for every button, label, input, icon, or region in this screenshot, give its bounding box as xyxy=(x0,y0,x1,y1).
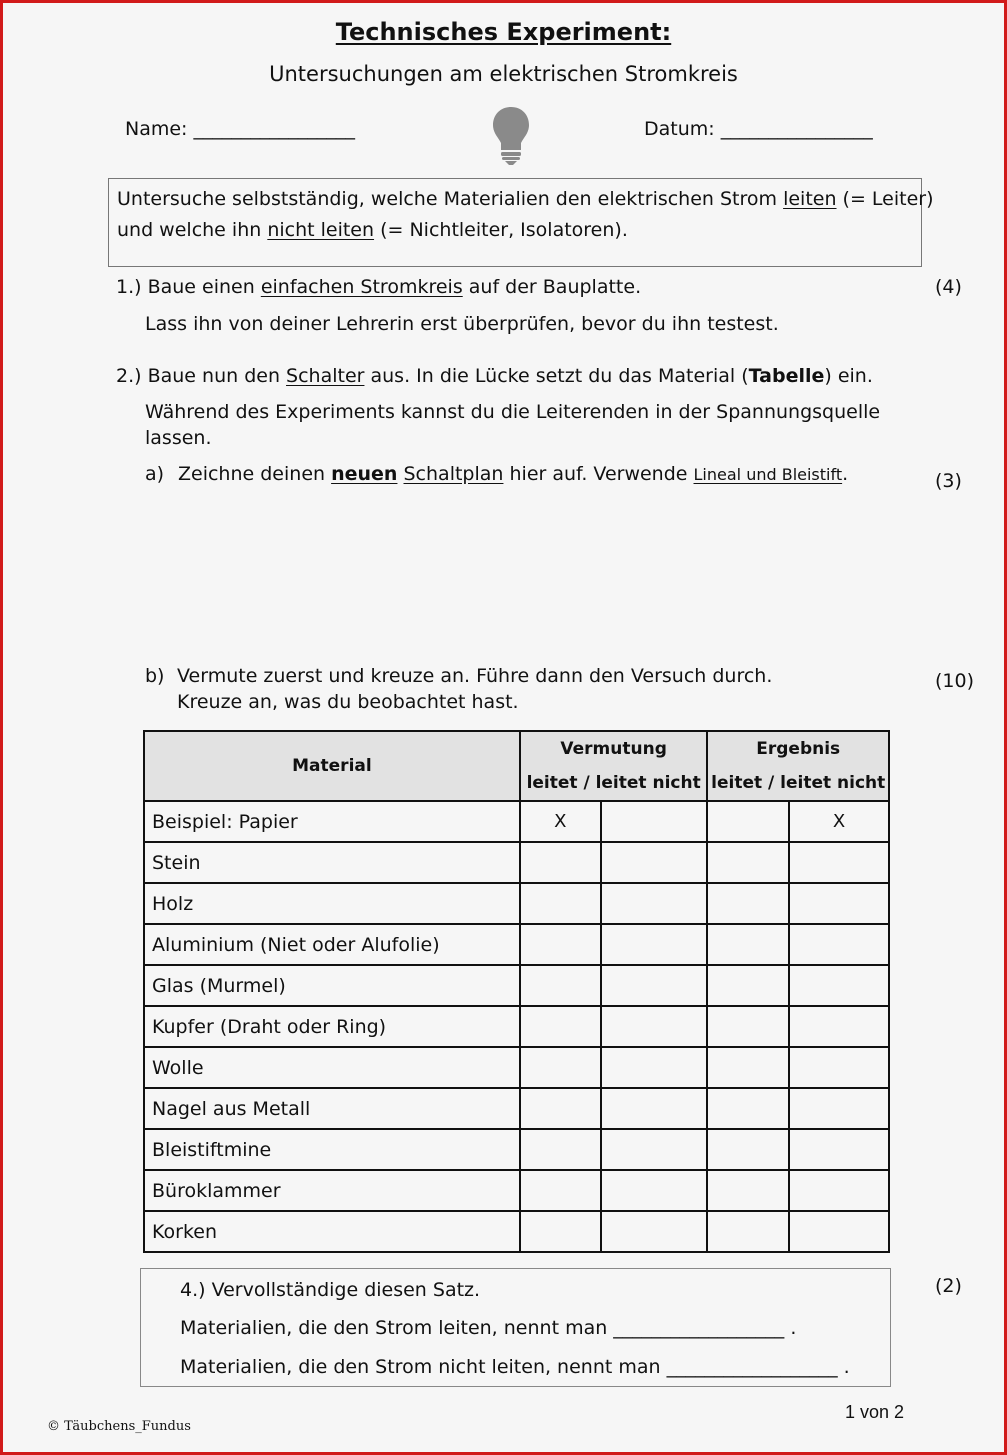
vermutung-leitet-cell[interactable]: X xyxy=(520,801,601,842)
ergebnis-leitet-nicht-cell[interactable] xyxy=(789,1129,889,1170)
task2-instruction-1: Während des Experiments kannst du die Leiterenden in der Spannungsquelle xyxy=(145,401,881,423)
ergebnis-leitet-cell[interactable] xyxy=(707,1129,789,1170)
vermutung-leitet-nicht-cell[interactable] xyxy=(601,1211,708,1252)
table-row xyxy=(144,801,889,842)
intro-line-1: Untersuche selbstständig, welche Materialien den elektrischen Strom leiten (= Leiter) xyxy=(117,188,934,210)
ergebnis-leitet-cell[interactable] xyxy=(707,842,789,883)
table-row xyxy=(144,1170,889,1211)
task4-heading: 4.) Vervollständige diesen Satz. xyxy=(180,1279,481,1301)
ergebnis-leitet-cell[interactable] xyxy=(707,1047,789,1088)
material-cell: Stein xyxy=(144,842,520,883)
vermutung-leitet-cell[interactable] xyxy=(520,965,601,1006)
table-row xyxy=(144,924,889,965)
intro-line-2: und welche ihn nicht leiten (= Nichtleiter, Isolatoren). xyxy=(117,219,628,241)
vermutung-leitet-nicht-cell[interactable] xyxy=(601,801,708,842)
material-table xyxy=(143,730,890,1253)
header-vermutung: Vermutung xyxy=(520,731,708,766)
task2-instruction-2: lassen. xyxy=(145,427,212,449)
material-cell: Bleistiftmine xyxy=(144,1129,520,1170)
task1-instruction: Lass ihn von deiner Lehrerin erst überprüfen, bevor du ihn testest. xyxy=(145,313,779,335)
table-row xyxy=(144,1047,889,1088)
ergebnis-leitet-nicht-cell[interactable] xyxy=(789,842,889,883)
vermutung-leitet-nicht-cell[interactable] xyxy=(601,1006,708,1047)
header-ergebnis-sub: leitet / leitet nicht xyxy=(707,766,889,801)
ergebnis-leitet-cell[interactable] xyxy=(707,1006,789,1047)
task2b-points: (10) xyxy=(935,670,975,692)
header-ergebnis: Ergebnis xyxy=(707,731,889,766)
task2b-text-1: Vermute zuerst und kreuze an. Führe dann den Versuch durch. xyxy=(177,665,773,687)
vermutung-leitet-cell[interactable] xyxy=(520,1170,601,1211)
task4-sentence-2[interactable]: Materialien, die den Strom nicht leiten, nennt man __________________ . xyxy=(180,1356,850,1378)
task2a-points: (3) xyxy=(935,470,962,492)
vermutung-leitet-nicht-cell[interactable] xyxy=(601,1129,708,1170)
vermutung-leitet-nicht-cell[interactable] xyxy=(601,1170,708,1211)
table-row xyxy=(144,842,889,883)
vermutung-leitet-nicht-cell[interactable] xyxy=(601,883,708,924)
task2b-text-2: Kreuze an, was du beobachtet hast. xyxy=(177,691,519,713)
task4-points: (2) xyxy=(935,1275,962,1297)
vermutung-leitet-cell[interactable] xyxy=(520,883,601,924)
vermutung-leitet-cell[interactable] xyxy=(520,1211,601,1252)
ergebnis-leitet-nicht-cell[interactable] xyxy=(789,924,889,965)
light-bulb-icon xyxy=(492,106,530,166)
page-subtitle: Untersuchungen am elektrischen Stromkreis xyxy=(269,62,738,86)
vermutung-leitet-cell[interactable] xyxy=(520,1129,601,1170)
task4-sentence-1[interactable]: Materialien, die den Strom leiten, nennt man __________________ . xyxy=(180,1317,797,1339)
vermutung-leitet-cell[interactable] xyxy=(520,924,601,965)
task1-points: (4) xyxy=(935,276,962,298)
ergebnis-leitet-nicht-cell[interactable] xyxy=(789,965,889,1006)
material-cell: Büroklammer xyxy=(144,1170,520,1211)
material-cell: Wolle xyxy=(144,1047,520,1088)
ergebnis-leitet-cell[interactable] xyxy=(707,801,789,842)
material-cell: Glas (Murmel) xyxy=(144,965,520,1006)
ergebnis-leitet-nicht-cell[interactable] xyxy=(789,1170,889,1211)
ergebnis-leitet-nicht-cell[interactable] xyxy=(789,1006,889,1047)
header-vermutung-sub: leitet / leitet nicht xyxy=(520,766,708,801)
task2a-text: Zeichne deinen neuen Schaltplan hier auf. Verwende Lineal und Bleistift. xyxy=(178,463,849,485)
task2a-label: a) xyxy=(145,463,165,485)
vermutung-leitet-cell[interactable] xyxy=(520,1088,601,1129)
ergebnis-leitet-cell[interactable] xyxy=(707,1170,789,1211)
task2-heading: 2.) Baue nun den Schalter aus. In die Lücke setzt du das Material (Tabelle) ein. xyxy=(116,365,873,387)
table-row xyxy=(144,965,889,1006)
ergebnis-leitet-cell[interactable] xyxy=(707,965,789,1006)
vermutung-leitet-cell[interactable] xyxy=(520,1047,601,1088)
vermutung-leitet-nicht-cell[interactable] xyxy=(601,924,708,965)
ergebnis-leitet-cell[interactable] xyxy=(707,924,789,965)
material-cell: Kupfer (Draht oder Ring) xyxy=(144,1006,520,1047)
table-row xyxy=(144,1129,889,1170)
material-cell: Nagel aus Metall xyxy=(144,1088,520,1129)
vermutung-leitet-cell[interactable] xyxy=(520,1006,601,1047)
vermutung-leitet-nicht-cell[interactable] xyxy=(601,842,708,883)
ergebnis-leitet-nicht-cell[interactable] xyxy=(789,1047,889,1088)
ergebnis-leitet-cell[interactable] xyxy=(707,1088,789,1129)
material-cell: Korken xyxy=(144,1211,520,1252)
material-cell: Holz xyxy=(144,883,520,924)
vermutung-leitet-cell[interactable] xyxy=(520,842,601,883)
ergebnis-leitet-nicht-cell[interactable] xyxy=(789,1211,889,1252)
ergebnis-leitet-nicht-cell[interactable]: X xyxy=(789,801,889,842)
table-row xyxy=(144,1211,889,1252)
header-material: Material xyxy=(144,731,520,801)
page-number: 1 von 2 xyxy=(845,1402,905,1422)
ergebnis-leitet-nicht-cell[interactable] xyxy=(789,883,889,924)
ergebnis-leitet-cell[interactable] xyxy=(707,883,789,924)
task1-heading: 1.) Baue einen einfachen Stromkreis auf der Bauplatte. xyxy=(116,276,642,298)
date-field[interactable]: Datum: ________________ xyxy=(644,118,873,140)
vermutung-leitet-nicht-cell[interactable] xyxy=(601,965,708,1006)
copyright: © Täubchens_Fundus xyxy=(47,1419,191,1434)
task2b-label: b) xyxy=(145,665,165,687)
material-cell: Aluminium (Niet oder Alufolie) xyxy=(144,924,520,965)
vermutung-leitet-nicht-cell[interactable] xyxy=(601,1088,708,1129)
table-row xyxy=(144,883,889,924)
vermutung-leitet-nicht-cell[interactable] xyxy=(601,1047,708,1088)
table-row xyxy=(144,1088,889,1129)
material-cell: Beispiel: Papier xyxy=(144,801,520,842)
name-field[interactable]: Name: _________________ xyxy=(125,118,355,140)
page-title: Technisches Experiment: xyxy=(335,18,672,46)
ergebnis-leitet-cell[interactable] xyxy=(707,1211,789,1252)
ergebnis-leitet-nicht-cell[interactable] xyxy=(789,1088,889,1129)
table-row xyxy=(144,1006,889,1047)
